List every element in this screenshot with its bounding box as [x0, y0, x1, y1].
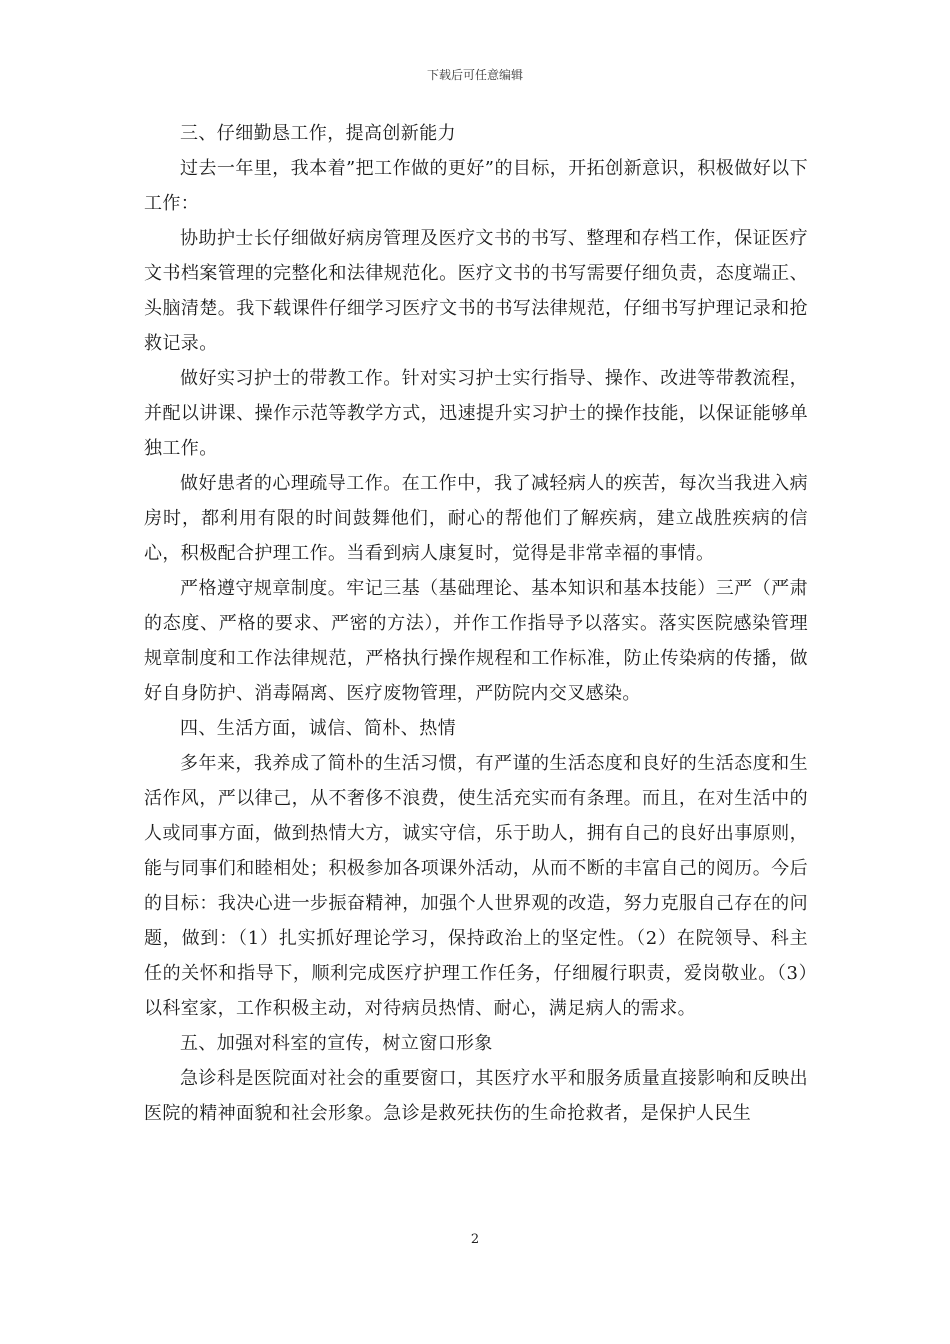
paragraph: 急诊科是医院面对社会的重要窗口，其医疗水平和服务质量直接影响和反映出医院的精神面貌和社会形象。急诊是救死扶伤的生命抢救者，是保护人民生 [144, 1068, 808, 1124]
section-heading: 三、仔细勤恳工作，提高创新能力 [180, 123, 456, 144]
page-header: 下载后可任意编辑 [426, 68, 523, 82]
section-heading: 五、加强对科室的宣传，树立窗口形象 [180, 1033, 493, 1054]
paragraph: 多年来，我养成了简朴的生活习惯，有严谨的生活态度和良好的生活态度和生活作风，严以律己，从不奢侈不浪费，使生活充实而有条理。而且，在对生活中的人或同事方面，做到热情大方，诚实守信，乐于助人，拥有自己的良好出事原则，能与同事们和睦相处；积极参加各项课外活动，从而不断的丰富自己的阅历。今后的目标：我决心进一步振奋精神，加强个人世界观的改造，努力克服自己存在的问题，做到：（1）扎实抓好理论学习，保持政治上的坚定性。（2）在院领导、科主任的关怀和指导下，顺利完成医疗护理工作任务，仔细履行职责，爱岗敬业。（3）以科室家，工作积极主动，对待病员热情、耐心，满足病人的需求。 [144, 753, 808, 1019]
section-heading: 四、生活方面，诚信、简朴、热情 [180, 718, 456, 739]
paragraph: 过去一年里，我本着”把工作做的更好”的目标，开拓创新意识，积极做好以下工作： [144, 158, 808, 214]
paragraph: 做好实习护士的带教工作。针对实习护士实行指导、操作、改进等带教流程，并配以讲课、操作示范等教学方式，迅速提升实习护士的操作技能，以保证能够单独工作。 [144, 368, 808, 459]
paragraph: 协助护士长仔细做好病房管理及医疗文书的书写、整理和存档工作，保证医疗文书档案管理的完整化和法律规范化。医疗文书的书写需要仔细负责，态度端正、头脑清楚。我下载课件仔细学习医疗文书的书写法律规范，仔细书写护理记录和抢救记录。 [144, 228, 808, 354]
document-body [144, 116, 808, 1131]
page-number: 2 [470, 1232, 480, 1247]
paragraph: 严格遵守规章制度。牢记三基（基础理论、基本知识和基本技能）三严（严肃的态度、严格的要求、严密的方法），并作工作指导予以落实。落实医院感染管理规章制度和工作法律规范，严格执行操作规程和工作标准，防止传染病的传播，做好自身防护、消毒隔离、医疗废物管理，严防院内交叉感染。 [144, 578, 808, 704]
paragraph: 做好患者的心理疏导工作。在工作中，我了减轻病人的疾苦，每次当我进入病房时，都利用有限的时间鼓舞他们，耐心的帮他们了解疾病，建立战胜疾病的信心，积极配合护理工作。当看到病人康复时，觉得是非常幸福的事情。 [144, 473, 808, 564]
